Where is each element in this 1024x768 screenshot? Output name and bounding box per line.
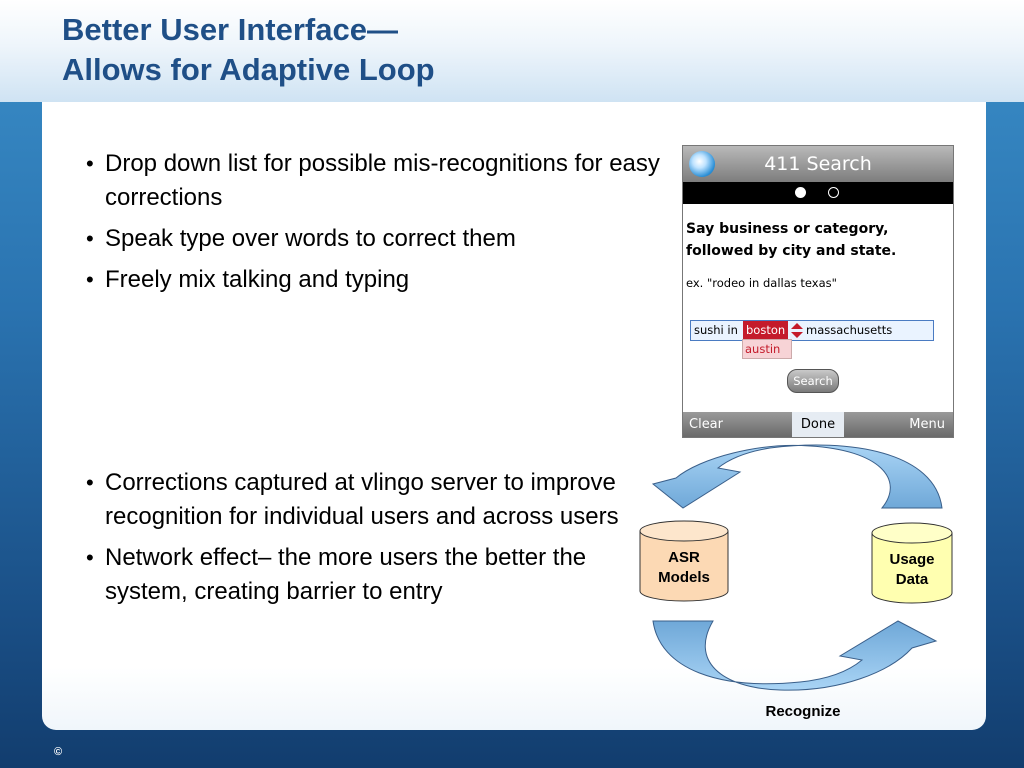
- phone-softkey-bar: [683, 412, 953, 437]
- bullet-item: • Freely mix talking and typing: [42, 263, 662, 297]
- bottom-curved-arrow: [653, 621, 936, 690]
- bullet-item: • Speak type over words to correct them: [42, 222, 662, 256]
- phone-search-field[interactable]: [690, 320, 934, 341]
- phone-title-bar: [683, 146, 953, 182]
- bullet-list-top: [42, 147, 662, 304]
- usage-label-line1: Usage: [889, 551, 935, 568]
- phone-pager: [683, 182, 953, 204]
- bullet-dot: •: [86, 470, 94, 495]
- softkey-clear[interactable]: Clear: [689, 417, 723, 432]
- field-prefix: sushi in: [694, 323, 738, 337]
- up-down-arrows-icon[interactable]: [791, 323, 803, 338]
- page-dot-inactive-icon: [828, 187, 839, 198]
- bullet-item: • Drop down list for possible mis-recognitions for easy corrections: [42, 147, 662, 215]
- bullet-item: • Corrections captured at vlingo server to improve recognition for individual users and across users: [42, 466, 662, 534]
- usage-label-line2: Data: [895, 571, 929, 588]
- adaptive-loop-diagram: [630, 440, 970, 730]
- title-line-1: Better User Interface—: [62, 12, 398, 47]
- phone-screenshot: [682, 145, 954, 438]
- bullet-dot: •: [86, 151, 94, 176]
- asr-models-cylinder: [640, 521, 728, 601]
- field-selected-word[interactable]: boston: [743, 321, 788, 340]
- slide-title: [62, 10, 435, 90]
- asr-label-line2: Models: [658, 569, 710, 586]
- field-suffix: massachusetts: [806, 323, 893, 337]
- bullet-dot: •: [86, 545, 94, 570]
- softkey-done[interactable]: Done: [792, 412, 844, 437]
- phone-prompt: Say business or category, followed by city and state.: [686, 221, 897, 259]
- bullet-dot: •: [86, 226, 94, 251]
- page-dot-active-icon: [795, 187, 806, 198]
- copyright-mark: ©: [54, 746, 63, 758]
- softkey-menu[interactable]: Menu: [909, 417, 945, 432]
- bullet-dot: •: [86, 267, 94, 292]
- usage-data-cylinder: [872, 523, 952, 603]
- bullet-list-bottom: [42, 466, 662, 616]
- recognize-label: Recognize: [765, 703, 841, 720]
- top-curved-arrow: [653, 445, 942, 508]
- phone-title: 411 Search: [764, 153, 872, 175]
- phone-example: ex. "rodeo in dallas texas": [686, 276, 837, 290]
- title-line-2: Allows for Adaptive Loop: [62, 52, 435, 87]
- asr-label-line1: ASR: [668, 549, 700, 566]
- phone-search-button[interactable]: Search: [787, 369, 839, 393]
- bullet-item: • Network effect– the more users the better the system, creating barrier to entry: [42, 541, 662, 609]
- suggestion-item[interactable]: austin: [742, 339, 792, 359]
- app-logo-icon: [689, 151, 715, 177]
